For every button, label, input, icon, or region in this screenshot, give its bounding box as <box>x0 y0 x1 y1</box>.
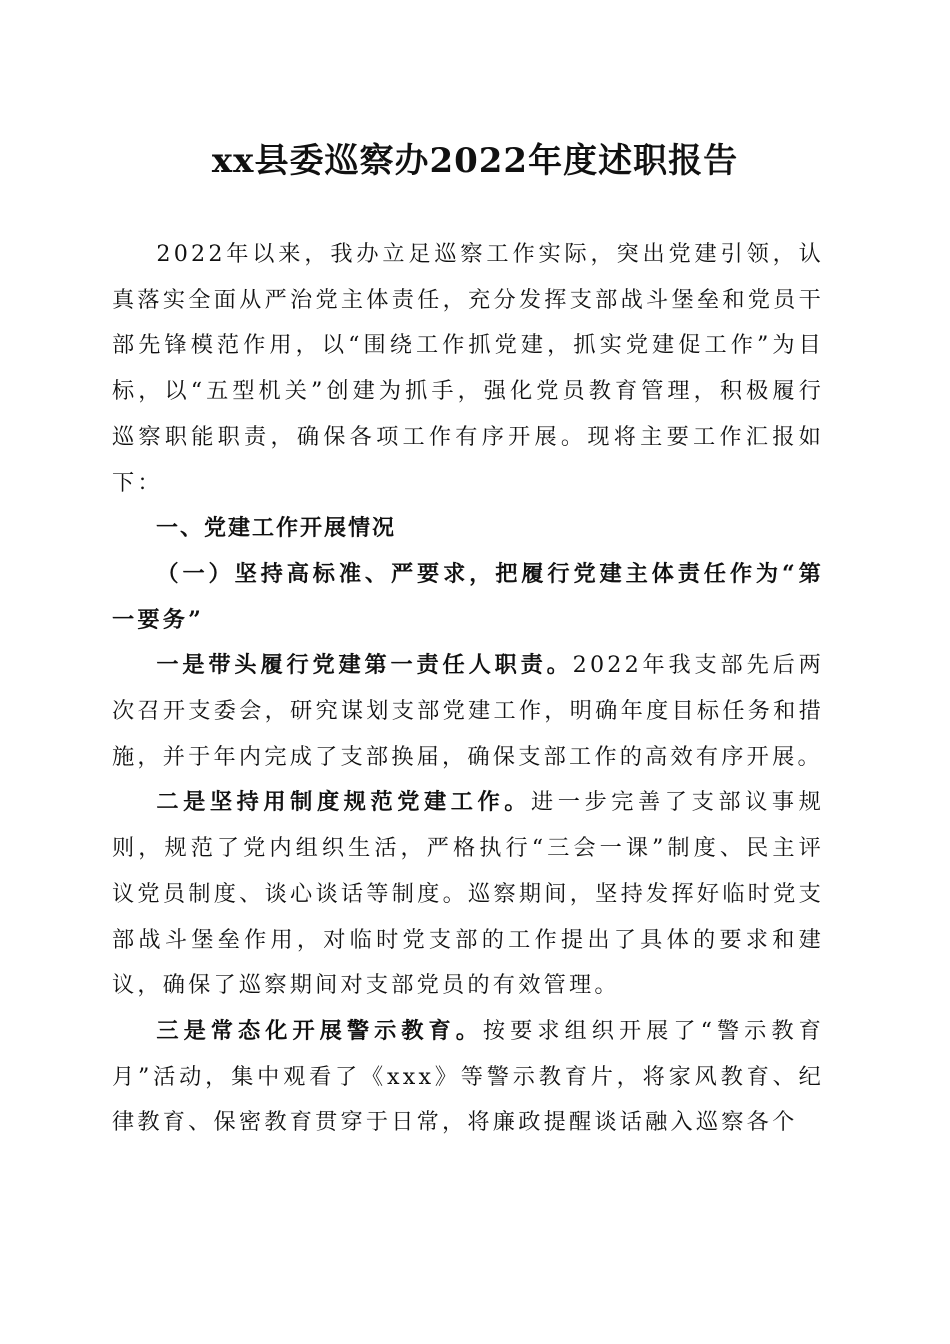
item-lead: 一是带头履行党建第一责任人职责。 <box>156 652 573 679</box>
item-text: 按要求组织开展了“警示教育月”活动，集中观看了《xxx》等警示教育片，将家风教育、纪律教育、保密教育贯穿于日常，将廉政提醒谈话融入巡察各个 <box>112 1017 824 1136</box>
item-text: 进一步完善了支部议事规则，规范了党内组织生活，严格执行“三会一课”制度、民主评议党员制度、谈心谈话等制度。巡察期间，坚持发挥好临时党支部战斗堡垒作用，对临时党支部的工作提出了具体的要求和建议，确保了巡察期间对支部党员的有效管理。 <box>112 789 824 999</box>
list-item <box>112 643 824 780</box>
item-text: 2022年我支部先后两次召开支委会，研究谋划支部党建工作，明确年度目标任务和措施，并于年内完成了支部换届，确保支部工作的高效有序开展。 <box>112 652 824 770</box>
intro-paragraph: 2022年以来，我办立足巡察工作实际，突出党建引领，认真落实全面从严治党主体责任，充分发挥支部战斗堡垒和党员干部先锋模范作用，以“围绕工作抓党建，抓实党建促工作”为目标，以“五型机关”创建为抓手，强化党员教育管理，积极履行巡察职能职责，确保各项工作有序开展。现将主要工作汇报如下： <box>112 241 824 496</box>
section-heading: 一、党建工作开展情况 <box>156 516 397 542</box>
item-lead: 三是常态化开展警示教育。 <box>156 1017 483 1044</box>
item-lead: 二是坚持用制度规范党建工作。 <box>156 789 532 816</box>
document-body <box>112 232 824 1146</box>
list-item <box>112 1009 824 1146</box>
list-item <box>112 780 824 1009</box>
document-title: xx县委巡察办2022年度述职报告 <box>211 141 739 181</box>
subsection-heading: （一）坚持高标准、严要求，把履行党建主体责任作为“第一要务” <box>112 560 824 633</box>
